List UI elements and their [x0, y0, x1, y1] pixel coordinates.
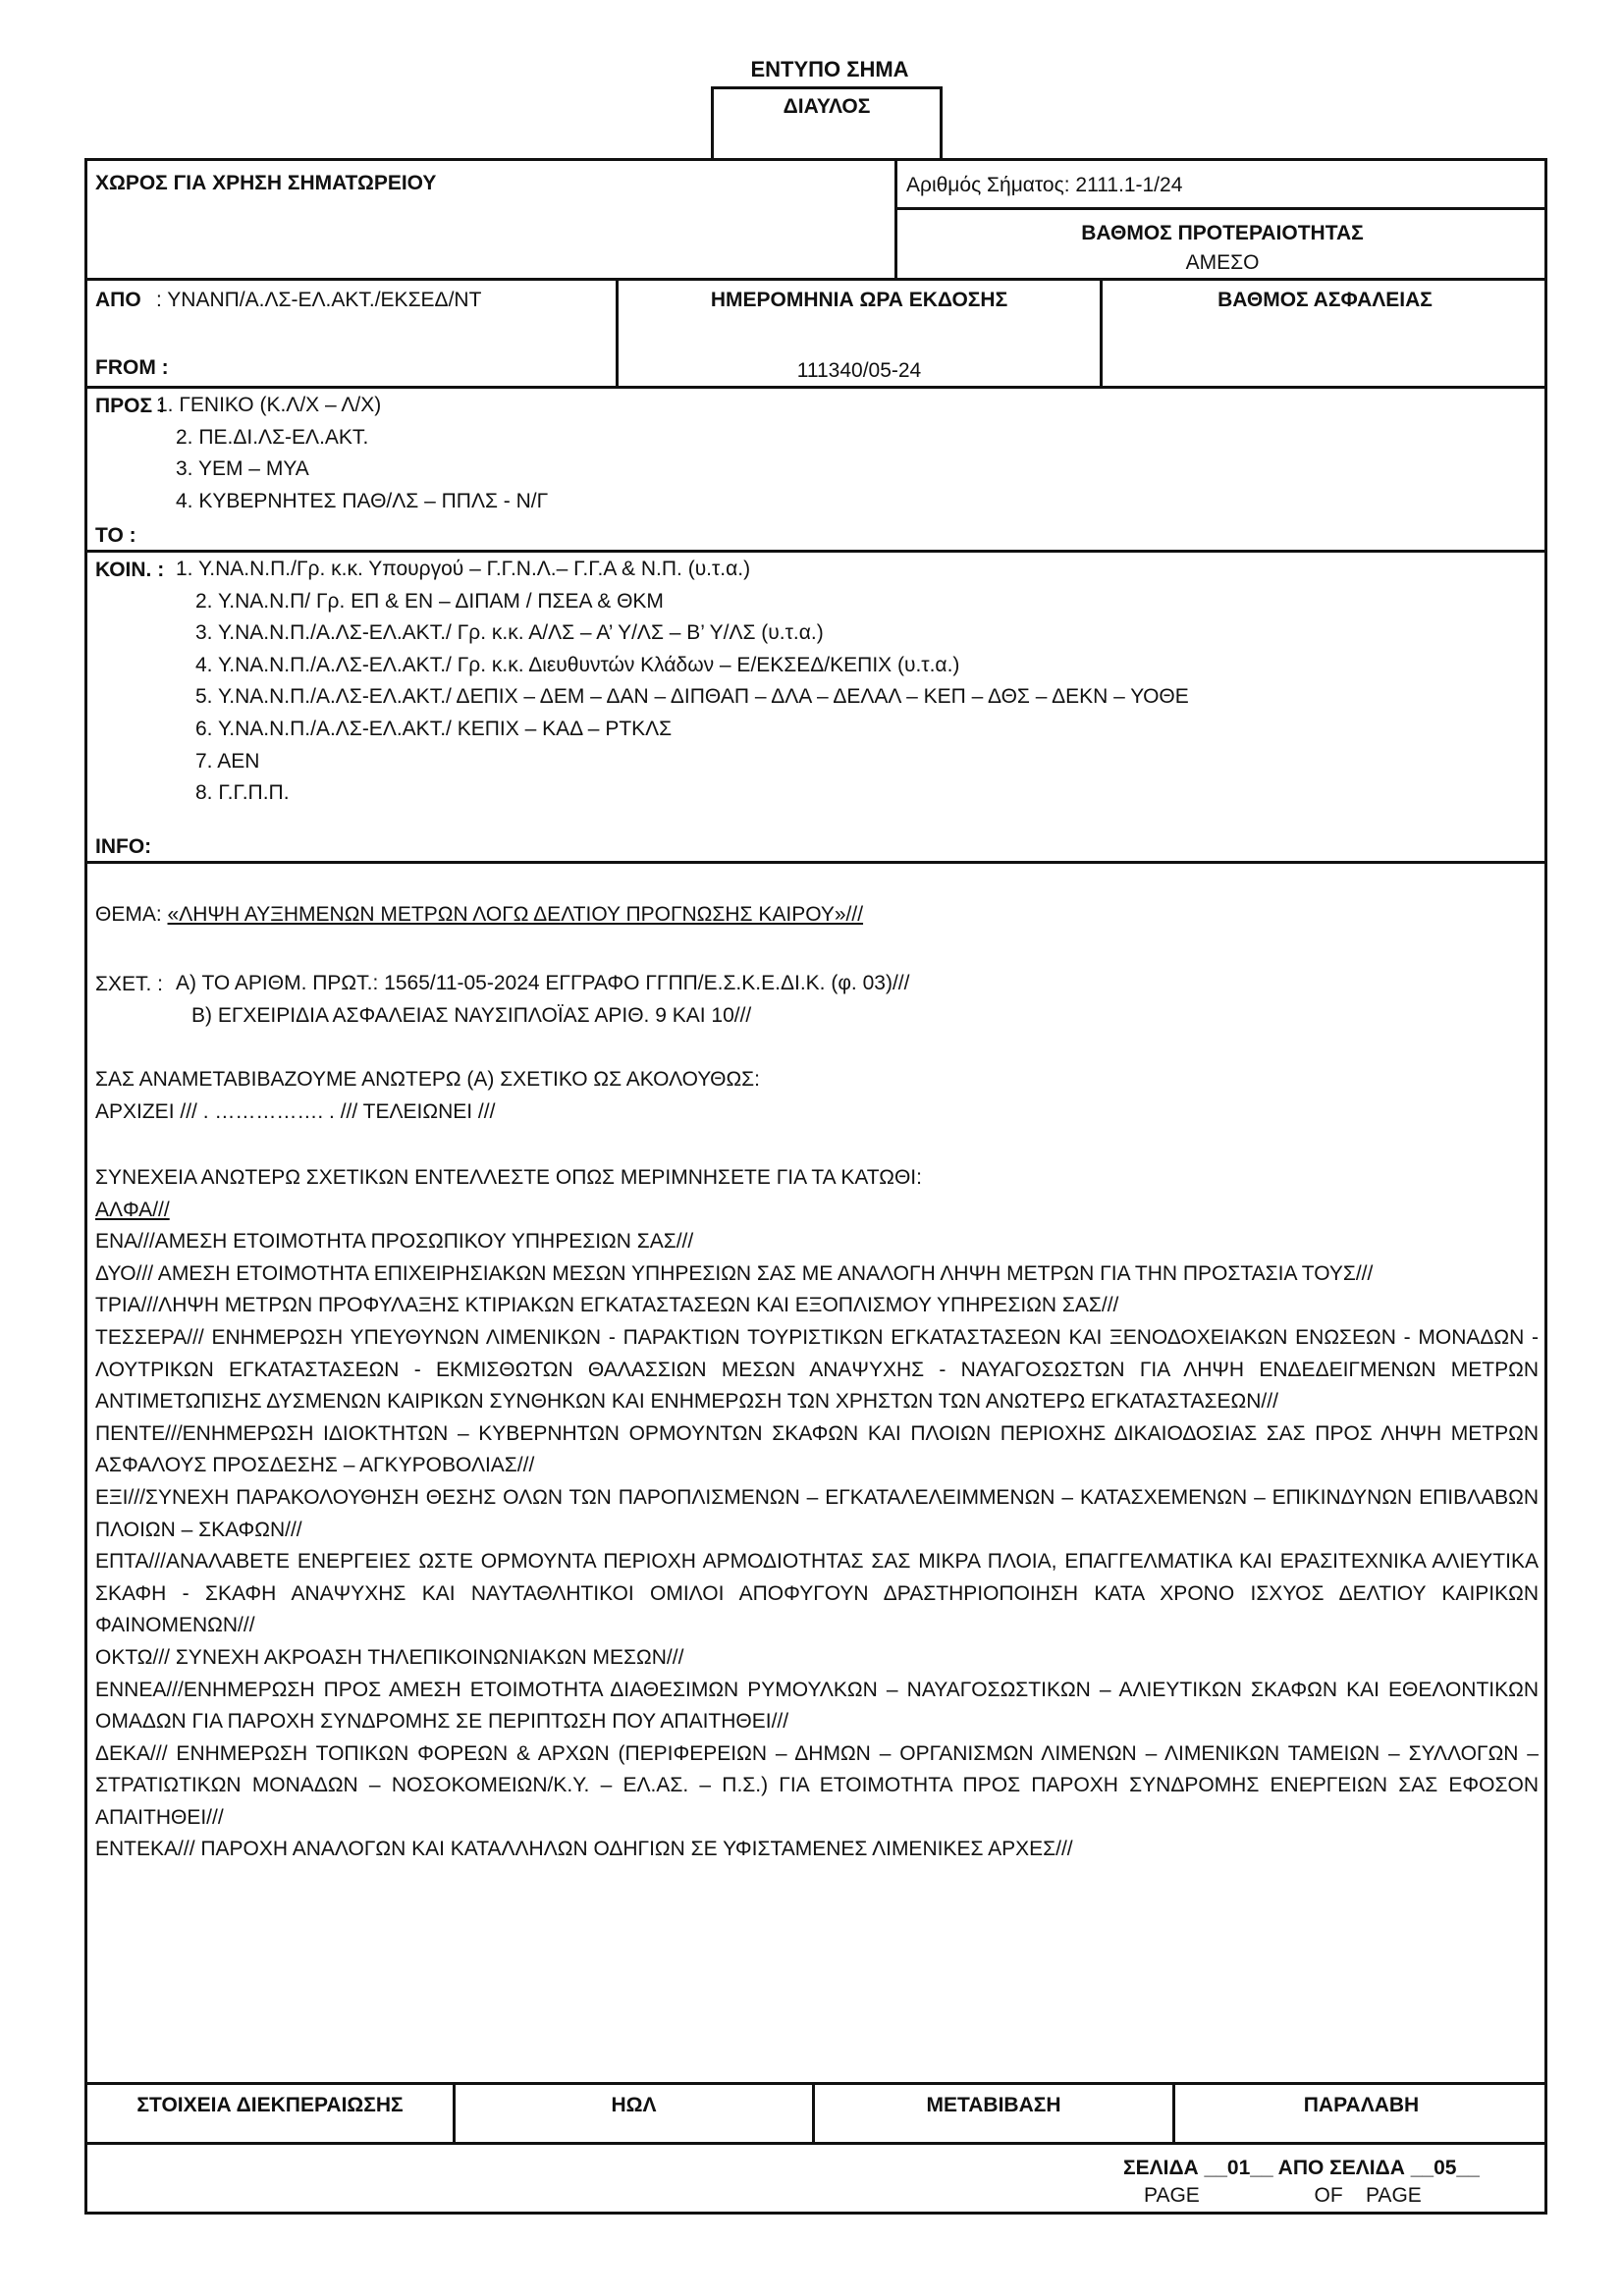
- from-label-gr: ΑΠΟ: [95, 289, 141, 311]
- instruction-point: ΤΕΣΣΕΡΑ/// ΕΝΗΜΕΡΩΣΗ ΥΠΕΥΘΥΝΩΝ ΛΙΜΕΝΙΚΩΝ - ΠΑΡΑΚΤΙΩΝ ΤΟΥΡΙΣΤΙΚΩΝ ΕΓΚΑΤΑΣΤΑΣΕΩΝ ΚΑΙ ΞΕΝΟΔΟΧΕΙΑΚΩΝ ΕΝΩΣΕΩΝ - ΜΟΝΑΔΩΝ - ΛΟΥΤΡΙΚΩΝ ΕΓΚΑΤΑΣΤΑΣΕΩΝ - ΕΚΜΙΣΘΩΤΩΝ ΘΑΛΑΣΣΙΩΝ ΜΕΣΩΝ ΑΝΑΨΥΧΗΣ - ΝΑΥΑΓΟΣΩΣΤΩΝ ΓΙΑ ΛΗΨΗ ΕΝΔΕΔΕΙΓΜΕΝΩΝ ΜΕΤΡΩΝ ΑΝΤΙΜΕΤΩΠΙΣΗΣ ΔΥΣΜΕΝΩΝ ΚΑΙΡΙΚΩΝ ΣΥΝΘΗΚΩΝ ΚΑΙ ΕΝΗΜΕΡΩΣΗ ΤΩΝ ΧΡΗΣΤΩΝ ΤΩΝ ΑΝΩΤΕΡΩ ΕΓΚΑΤΑΣΤΑΣΕΩΝ///: [95, 1325, 1539, 1414]
- instruction-point: ΔΥΟ/// ΑΜΕΣΗ ΕΤΟΙΜΟΤΗΤΑ ΕΠΙΧΕΙΡΗΣΙΑΚΩΝ ΜΕΣΩΝ ΥΠΗΡΕΣΙΩΝ ΣΑΣ ΜΕ ΑΝΑΛΟΓΗ ΛΗΨΗ ΜΕΤΡΩΝ ΓΙΑ ΤΗΝ ΠΡΟΣΤΑΣΙΑ ΤΟΥΣ///: [95, 1261, 1374, 1285]
- instructions-block: [95, 1162, 1539, 1866]
- date-value: 111340/05-24: [796, 359, 922, 382]
- form-title: ΕΝΤΥΠΟ ΣΗΜΑ: [750, 57, 909, 81]
- subject-label: ΘΕΜΑ:: [95, 903, 162, 926]
- to-item: 3. ΥΕΜ – ΜΥΑ: [176, 457, 309, 481]
- divider: [87, 2142, 1547, 2145]
- instruction-point: ΟΚΤΩ/// ΣΥΝΕΧΗ ΑΚΡΟΑΣΗ ΤΗΛΕΠΙΚΟΙΝΩΝΙΑΚΩΝ ΜΕΣΩΝ///: [95, 1645, 684, 1669]
- begins-line: ΑΡΧΙΖΕΙ /// . ……………. . /// ΤΕΛΕΙΩΝΕΙ ///: [95, 1099, 496, 1123]
- divider: [87, 278, 1547, 281]
- section-label: ΑΛΦΑ///: [95, 1198, 170, 1221]
- ref-label: ΣΧΕΤ. :: [95, 973, 164, 995]
- to-item: 2. ΠΕ.ΔΙ.ΛΣ-ΕΛ.ΑΚΤ.: [176, 425, 369, 449]
- priority-label: ΒΑΘΜΟΣ ΠΡΟΤΕΡΑΙΟΤΗΤΑΣ: [1081, 222, 1364, 244]
- info-list: [176, 554, 1189, 810]
- instruction-point: ΕΞΙ///ΣΥΝΕΧΗ ΠΑΡΑΚΟΛΟΥΘΗΣΗ ΘΕΣΗΣ ΟΛΩΝ ΤΩΝ ΠΑΡΟΠΛΙΣΜΕΝΩΝ – ΕΓΚΑΤΑΛΕΛΕΙΜΜΕΝΩΝ – ΚΑΤΑΣΧΕΜΕΝΩΝ – ΕΠΙΚΙΝΔΥΝΩΝ ΕΠΙΒΛΑΒΩΝ ΠΛΟΙΩΝ – ΣΚΑΦΩΝ///: [95, 1485, 1539, 1541]
- divider: [87, 2082, 1547, 2085]
- instruction-point: ΕΝΤΕΚΑ/// ΠΑΡΟΧΗ ΑΝΑΛΟΓΩΝ ΚΑΙ ΚΑΤΑΛΛΗΛΩΝ ΟΔΗΓΙΩΝ ΣΕ ΥΦΙΣΤΑΜΕΝΕΣ ΛΙΜΕΝΙΚΕΣ ΑΡΧΕΣ///: [95, 1838, 1073, 1861]
- channel-label: ΔΙΑΥΛΟΣ: [783, 95, 871, 118]
- divider: [87, 861, 1547, 864]
- to-label-en: TO :: [95, 524, 136, 547]
- divider: [87, 550, 1547, 553]
- forward-line: ΣΑΣ ΑΝΑΜΕΤΑΒΙΒΑΖΟΥΜΕ ΑΝΩΤΕΡΩ (Α) ΣΧΕΤΙΚΟ ΩΣ ΑΚΟΛΟΥΘΩΣ:: [95, 1068, 760, 1091]
- subject-line: [95, 904, 863, 925]
- info-label-en: INFO:: [95, 835, 152, 858]
- info-item: 8. Γ.Γ.Π.Π.: [195, 781, 290, 805]
- ref-item: Α) ΤΟ ΑΡΙΘΜ. ΠΡΩΤ.: 1565/11-05-2024 ΕΓΓΡΑΦΟ ΓΓΠΠ/Ε.Σ.Κ.Ε.ΔΙ.Κ. (φ. 03)///: [176, 972, 910, 994]
- info-item: 4. Υ.ΝΑ.Ν.Π./Α.ΛΣ-ΕΛ.ΑΚΤ./ Γρ. κ.κ. Διευθυντών Κλάδων – Ε/ΕΚΣΕΔ/ΚΕΠΙΧ (υ.τ.α.): [195, 653, 960, 676]
- forward-block: [95, 1064, 760, 1128]
- instruction-point: ΤΡΙΑ///ΛΗΨΗ ΜΕΤΡΩΝ ΠΡΟΦΥΛΑΞΗΣ ΚΤΙΡΙΑΚΩΝ ΕΓΚΑΤΑΣΤΑΣΕΩΝ ΚΑΙ ΕΞΟΠΛΙΣΜΟΥ ΥΠΗΡΕΣΙΩΝ ΣΑΣ///: [95, 1294, 1119, 1317]
- info-item: 3. Υ.ΝΑ.Ν.Π./Α.ΛΣ-ΕΛ.ΑΚΤ./ Γρ. κ.κ. Α/ΛΣ – Α’ Υ/ΛΣ – Β’ Υ/ΛΣ (υ.τ.α.): [195, 621, 824, 645]
- from-label-en: FROM :: [95, 356, 169, 379]
- divider: [894, 207, 1547, 210]
- info-item: 7. ΑΕΝ: [195, 749, 260, 773]
- to-item: 4. ΚΥΒΕΡΝΗΤΕΣ ΠΑΘ/ΛΣ – ΠΠΛΣ - Ν/Γ: [176, 489, 549, 512]
- instruction-point: ΕΝΑ///ΑΜΕΣΗ ΕΤΟΙΜΟΤΗΤΑ ΠΡΟΣΩΠΙΚΟΥ ΥΠΗΡΕΣΙΩΝ ΣΑΣ///: [95, 1230, 694, 1254]
- instruction-point: ΕΠΤΑ///ΑΝΑΛΑΒΕΤΕ ΕΝΕΡΓΕΙΕΣ ΩΣΤΕ ΟΡΜΟΥΝΤΑ ΠΕΡΙΟΧΗ ΑΡΜΟΔΙΟΤΗΤΑΣ ΣΑΣ ΜΙΚΡΑ ΠΛΟΙΑ, ΕΠΑΓΓΕΛΜΑΤΙΚΑ ΚΑΙ ΕΡΑΣΙΤΕΧΝΙΚΑ ΑΛΙΕΥΤΙΚΑ ΣΚΑΦΗ - ΣΚΑΦΗ ΑΝΑΨΥΧΗΣ ΚΑΙ ΝΑΥΤΑΘΛΗΤΙΚΟΙ ΟΜΙΛΟΙ ΑΠΟΦΥΓΟΥΝ ΔΡΑΣΤΗΡΙΟΠΟΙΗΣΗ ΚΑΤΑ ΧΡΟΝΟ ΙΣΧΥΟΣ ΔΕΛΤΙΟΥ ΚΑΙΡΙΚΩΝ ΦΑΙΝΟΜΕΝΩΝ///: [95, 1550, 1539, 1637]
- instruction-point: ΔΕΚΑ/// ΕΝΗΜΕΡΩΣΗ ΤΟΠΙΚΩΝ ΦΟΡΕΩΝ & ΑΡΧΩΝ (ΠΕΡΙΦΕΡΕΙΩΝ – ΔΗΜΩΝ – ΟΡΓΑΝΙΣΜΩΝ ΛΙΜΕΝΩΝ – ΛΙΜΕΝΙΚΩΝ ΤΑΜΕΙΩΝ – ΣΥΛΛΟΓΩΝ – ΣΤΡΑΤΙΩΤΙΚΩΝ ΜΟΝΑΔΩΝ – ΝΟΣΟΚΟΜΕΙΩΝ/Κ.Υ. – ΕΛ.ΑΣ. – Π.Σ.) ΓΙΑ ΕΤΟΙΜΟΤΗΤΑ ΠΡΟΣ ΠΑΡΟΧΗ ΣΥΝΔΡΟΜΗΣ ΕΝΕΡΓΕΙΩΝ ΣΑΣ ΕΦΟΣΟΝ ΑΠΑΙΤΗΘΕΙ///: [95, 1741, 1539, 1829]
- signal-form-table: [84, 158, 1547, 2215]
- instruction-point: ΠΕΝΤΕ///ΕΝΗΜΕΡΩΣΗ ΙΔΙΟΚΤΗΤΩΝ – ΚΥΒΕΡΝΗΤΩΝ ΟΡΜΟΥΝΤΩΝ ΣΚΑΦΩΝ ΚΑΙ ΠΛΟΙΩΝ ΠΕΡΙΟΧΗΣ ΔΙΚΑΙΟΔΟΣΙΑΣ ΣΑΣ ΠΡΟΣ ΛΗΨΗ ΜΕΤΡΩΝ ΑΣΦΑΛΟΥΣ ΠΡΟΣΔΕΣΗΣ – ΑΓΚΥΡΟΒΟΛΙΑΣ///: [95, 1421, 1539, 1477]
- info-item: 2. Υ.ΝΑ.Ν.Π/ Γρ. ΕΠ & ΕΝ – ΔΙΠΑΜ / ΠΣΕΑ & ΘΚΜ: [195, 589, 664, 613]
- instruction-point: ΕΝΝΕΑ///ΕΝΗΜΕΡΩΣΗ ΠΡΟΣ ΑΜΕΣΗ ΕΤΟΙΜΟΤΗΤΑ ΔΙΑΘΕΣΙΜΩΝ ΡΥΜΟΥΛΚΩΝ – ΝΑΥΑΓΟΣΩΣΤΙΚΩΝ – ΑΛΙΕΥΤΙΚΩΝ ΣΚΑΦΩΝ ΚΑΙ ΕΘΕΛΟΝΤΙΚΩΝ ΟΜΑΔΩΝ ΓΙΑ ΠΑΡΟΧΗ ΣΥΝΔΡΟΜΗΣ ΣΕ ΠΕΡΙΠΤΩΣΗ ΠΟΥ ΑΠΑΙΤΗΘΕΙ///: [95, 1678, 1539, 1734]
- divider: [87, 386, 1547, 389]
- to-item: 1. ΓΕΝΙΚΟ (Κ.Λ/Χ – Λ/Χ): [156, 394, 382, 416]
- ref-item: Β) ΕΓΧΕΙΡΙΔΙΑ ΑΣΦΑΛΕΙΑΣ ΝΑΥΣΙΠΛΟΪΑΣ ΑΡΙΘ. 9 ΚΑΙ 10///: [191, 1003, 752, 1027]
- info-item: 1. Υ.ΝΑ.Ν.Π./Γρ. κ.κ. Υπουργού – Γ.Γ.Ν.Λ.– Γ.Γ.Α & Ν.Π. (υ.τ.α.): [176, 558, 751, 580]
- instruction-line: ΣΥΝΕΧΕΙΑ ΑΝΩΤΕΡΩ ΣΧΕΤΙΚΩΝ ΕΝΤΕΛΛΕΣΤΕ ΟΠΩΣ ΜΕΡΙΜΝΗΣΕΤΕ ΓΙΑ ΤΑ ΚΑΤΩΘΙ:: [95, 1166, 922, 1189]
- signal-office-label: ΧΩΡΟΣ ΓΙΑ ΧΡΗΣΗ ΣΗΜΑΤΩΡΕΙΟΥ: [95, 172, 437, 194]
- footer-col-dtg: ΗΩΛ: [611, 2094, 657, 2116]
- page-indicator: ΣΕΛΙΔΑ __01__ ΑΠΟ ΣΕΛΙΔΑ __05__: [1123, 2157, 1480, 2179]
- info-label: ΚΟΙΝ. :: [95, 559, 165, 581]
- date-label: ΗΜΕΡΟΜΗΝΙΑ ΩΡΑ ΕΚΔΟΣΗΣ: [710, 289, 1008, 311]
- footer-col-transmission: ΜΕΤΑΒΙΒΑΣΗ: [926, 2094, 1061, 2116]
- priority-value: ΑΜΕΣΟ: [1185, 251, 1260, 274]
- channel-box: [711, 86, 943, 158]
- from-label: [95, 290, 141, 310]
- footer-col-receipt: ΠΑΡΑΛΑΒΗ: [1303, 2094, 1420, 2116]
- to-label: ΠΡΟΣ :: [95, 395, 165, 417]
- signal-number: Αριθμός Σήματος: 2111.1-1/24: [906, 174, 1183, 196]
- ref-list: [176, 968, 909, 1032]
- security-label: ΒΑΘΜΟΣ ΑΣΦΑΛΕΙΑΣ: [1217, 289, 1433, 311]
- footer-col-processing: ΣΤΟΙΧΕΙΑ ΔΙΕΚΠΕΡΑΙΩΣΗΣ: [136, 2094, 404, 2116]
- page-indicator-en: PAGE OF PAGE: [1144, 2184, 1422, 2207]
- info-item: 6. Υ.ΝΑ.Ν.Π./Α.ΛΣ-ΕΛ.ΑΚΤ./ ΚΕΠΙΧ – ΚΑΔ – ΡΤΚΛΣ: [195, 717, 673, 740]
- subject-text: «ΛΗΨΗ ΑΥΞΗΜΕΝΩΝ ΜΕΤΡΩΝ ΛΟΓΩ ΔΕΛΤΙΟΥ ΠΡΟΓΝΩΣΗΣ ΚΑΙΡΟΥ»///: [167, 903, 864, 926]
- to-list: [156, 390, 548, 517]
- from-value: : ΥΝΑΝΠ/Α.ΛΣ-ΕΛ.ΑΚΤ./ΕΚΣΕΔ/ΝΤ: [156, 289, 482, 311]
- info-item: 5. Υ.ΝΑ.Ν.Π./Α.ΛΣ-ΕΛ.ΑΚΤ./ ΔΕΠΙΧ – ΔΕΜ – ΔΑΝ – ΔΙΠΘΑΠ – ΔΛΑ – ΔΕΛΑΛ – ΚΕΠ – ΔΘΣ – ΔΕΚΝ – ΥΟΘΕ: [195, 685, 1189, 709]
